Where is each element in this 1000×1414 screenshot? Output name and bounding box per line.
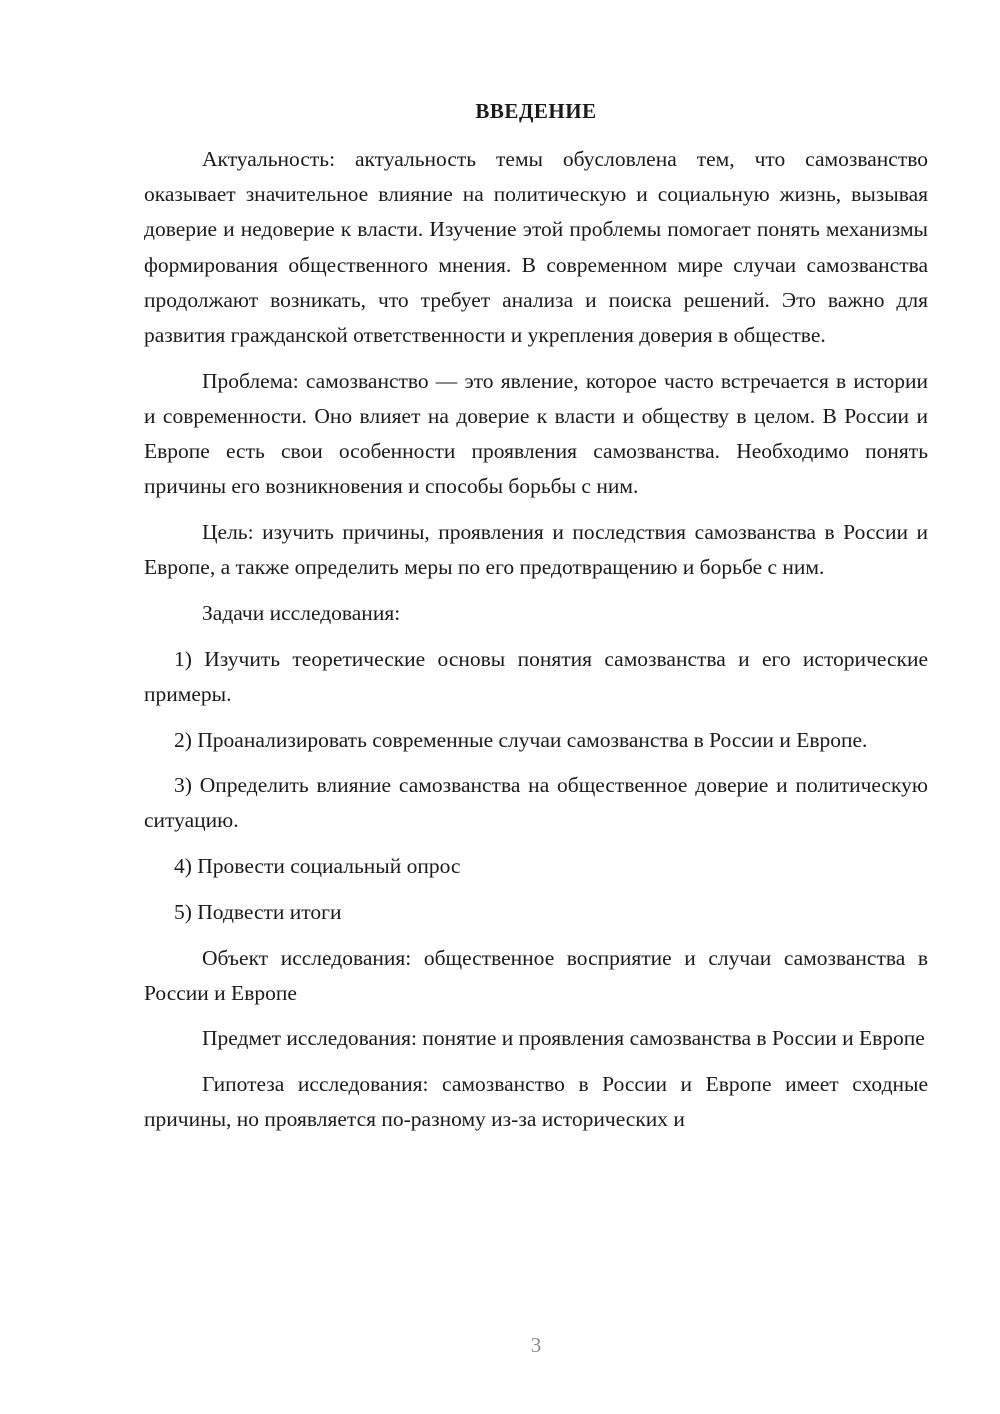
task-item: 4) Провести социальный опрос	[174, 854, 461, 879]
paragraph-problem: Проблема: самозванство — это явление, которое часто встречается в истории и современности. Оно влияет на доверие к власти и обществу в целом. В России и Европе есть свои особенности проявления самозванства. Необходимо понять причины его возникновения и способы борьбы с ним.	[144, 368, 928, 499]
paragraph-object: Объект исследования: общественное восприятие и случаи самозванства в России и Европе	[144, 945, 928, 1005]
task-item: 5) Подвести итоги	[174, 899, 342, 924]
paragraph-hypothesis: Гипотеза исследования: самозванство в России и Европе имеет сходные причины, но проявляется по-разному из-за исторических и	[144, 1072, 928, 1132]
task-item: 3) Определить влияние самозванства на общественное доверие и политическую ситуацию.	[144, 773, 928, 833]
paragraph-subject: Предмет исследования: понятие и проявления самозванства в России и Европе	[202, 1026, 925, 1051]
task-item: 2) Проанализировать современные случаи самозванства в России и Европе.	[174, 727, 868, 752]
page-title: ВВЕДЕНИЕ	[475, 99, 597, 123]
document-body	[144, 142, 928, 1148]
paragraph-tasks-heading: Задачи исследования:	[202, 600, 401, 625]
paragraph-relevance: Актуальность: актуальность темы обусловлена тем, что самозванство оказывает значительное влияние на политическую и социальную жизнь, вызывая доверие и недоверие к власти. Изучение этой проблемы помогает понять механизмы формирования общественного мнения. В современном мире случаи самозванства продолжают возникать, что требует анализа и поиска решений. Это важно для развития гражданской ответственности и укрепления доверия в обществе.	[144, 147, 928, 348]
paragraph-goal: Цель: изучить причины, проявления и последствия самозванства в России и Европе, а также определить меры по его предотвращению и борьбе с ним.	[144, 520, 928, 580]
page-number: 3	[530, 1333, 542, 1357]
task-item: 1) Изучить теоретические основы понятия самозванства и его исторические примеры.	[144, 646, 928, 706]
